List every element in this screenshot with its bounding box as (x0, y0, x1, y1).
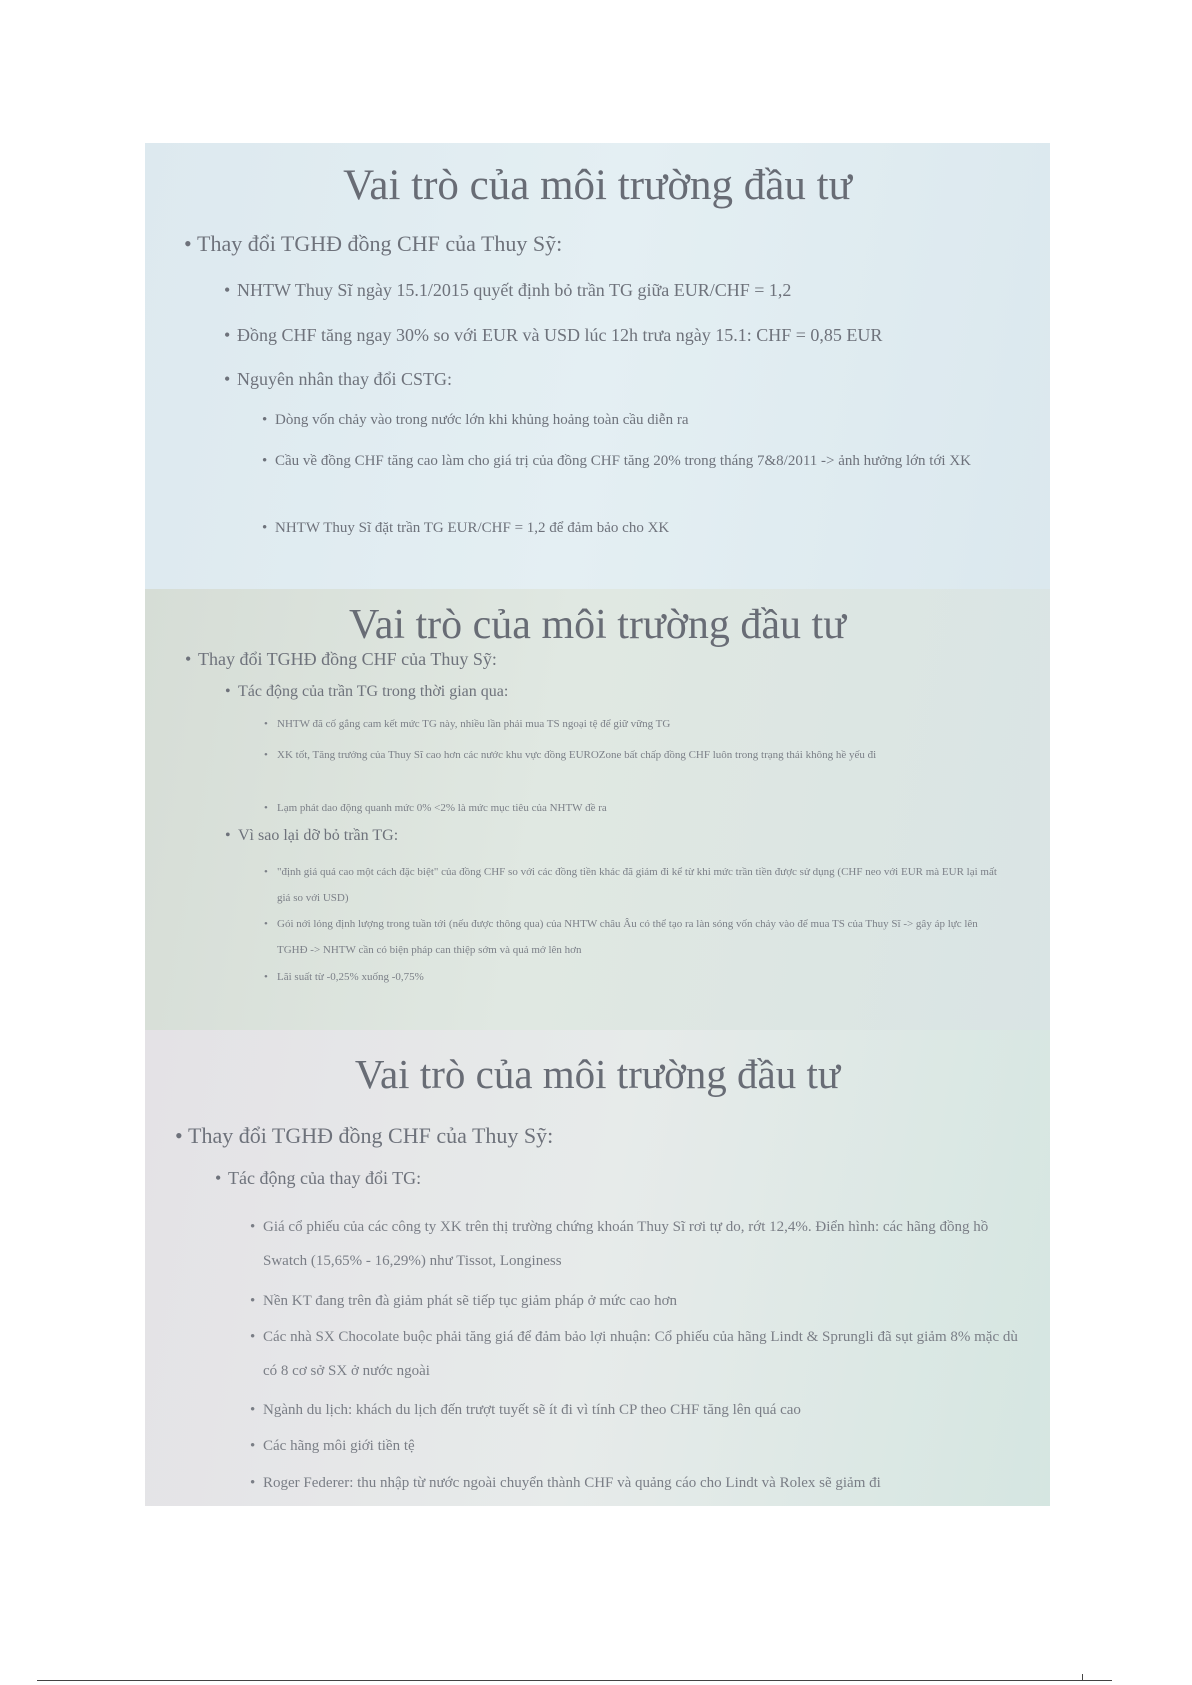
bullet-level-3: • Giá cổ phiếu của các công ty XK trên thị trường chứng khoán Thuy Sĩ rơi tự do, rớt 12,4%. Điển hình: các hãng đồng hồ Swatch (15,65% - 16,29%) như Tissot, Longiness (263, 1210, 1023, 1278)
bullet-level-1: • Thay đổi TGHĐ đồng CHF của Thuy Sỹ: (188, 1123, 553, 1149)
bullet-level-1: • Thay đổi TGHĐ đồng CHF của Thuy Sỹ: (198, 649, 497, 670)
bullet-level-3: • Lãi suất từ -0,25% xuống -0,75% (277, 964, 424, 990)
bullet-level-2: • Nguyên nhân thay đổi CSTG: (237, 369, 452, 390)
bullet-level-3: • Các nhà SX Chocolate buộc phải tăng giá để đảm bảo lợi nhuận: Cổ phiếu của hãng Lindt & Sprungli đã sụt giảm 8% mặc dù có 8 cơ sở SX ở nước ngoài (263, 1320, 1033, 1388)
slide-photo-2 (145, 589, 1050, 1030)
bullet-level-2: • Tác động của thay đổi TG: (228, 1168, 421, 1189)
bullet-level-3: • Nền KT đang trên đà giảm phát sẽ tiếp tục giảm pháp ở mức cao hơn (263, 1284, 677, 1318)
slide-title: Vai trò của môi trường đầu tư (354, 1051, 841, 1097)
bullet-level-3: • Cầu về đồng CHF tăng cao làm cho giá trị của đồng CHF tăng 20% trong tháng 7&8/2011 -> ảnh hưởng lớn tới XK (275, 446, 1005, 476)
bullet-level-2: • NHTW Thuy Sĩ ngày 15.1/2015 quyết định bỏ trần TG giữa EUR/CHF = 1,2 (237, 280, 791, 301)
bullet-level-3: • "định giá quá cao một cách đặc biệt" của đồng CHF so với các đồng tiền khác đã giảm đi kể từ khi mức trần tiền được sử dụng (CHF neo với EUR mà EUR lại mất giá so với USD) (277, 859, 1007, 911)
slide-title: Vai trò của môi trường đầu tư (349, 602, 846, 648)
bullet-level-2: • Tác động của trần TG trong thời gian qua: (238, 683, 508, 701)
bullet-level-2: • Đồng CHF tăng ngay 30% so với EUR và USD lúc 12h trưa ngày 15.1: CHF = 0,85 EUR (237, 325, 882, 346)
bullet-level-3: • Ngành du lịch: khách du lịch đến trượt tuyết sẽ ít đi vì tính CP theo CHF tăng lên quá cao (263, 1393, 801, 1427)
bullet-level-3: • Dòng vốn chảy vào trong nước lớn khi khủng hoảng toàn cầu diễn ra (275, 405, 688, 435)
bullet-level-3: • Các hãng môi giới tiền tệ (263, 1429, 415, 1463)
bullet-level-3: • Lạm phát dao động quanh mức 0% <2% là mức mục tiêu của NHTW đề ra (277, 795, 607, 821)
bullet-level-1: • Thay đổi TGHĐ đồng CHF của Thuy Sỹ: (197, 231, 562, 257)
bullet-level-3: • Roger Federer: thu nhập từ nước ngoài chuyển thành CHF và quảng cáo cho Lindt và Rolex sẽ giảm đi (263, 1466, 881, 1500)
bullet-level-3: • NHTW đã cố gắng cam kết mức TG này, nhiều lần phải mua TS ngoại tệ để giữ vững TG (277, 711, 670, 737)
page-bottom-rule (37, 1680, 1112, 1681)
bullet-level-3: • XK tốt, Tăng trưởng của Thuy Sĩ cao hơn các nước khu vực đồng EUROZone bất chấp đồng CHF luôn trong trạng thái không hề yếu đi (277, 742, 997, 768)
slide-photo-1 (145, 143, 1050, 589)
bullet-level-3: • Gói nới lỏng định lượng trong tuần tới (nếu được thông qua) của NHTW châu Âu có thể tạo ra làn sóng vốn chảy vào để mua TS của Thuy Sĩ -> gây áp lực lên TGHĐ -> NHTW cần có biện pháp can thiệp sớm và quả mở lên hơn (277, 911, 1007, 963)
slide-photo-3 (145, 1030, 1050, 1506)
bullet-level-2: • Vì sao lại dỡ bỏ trần TG: (238, 827, 398, 845)
page-bottom-tick (1082, 1674, 1083, 1681)
slide-title: Vai trò của môi trường đầu tư (343, 162, 852, 209)
bullet-level-3: • NHTW Thuy Sĩ đặt trần TG EUR/CHF = 1,2 để đảm bảo cho XK (275, 513, 669, 543)
